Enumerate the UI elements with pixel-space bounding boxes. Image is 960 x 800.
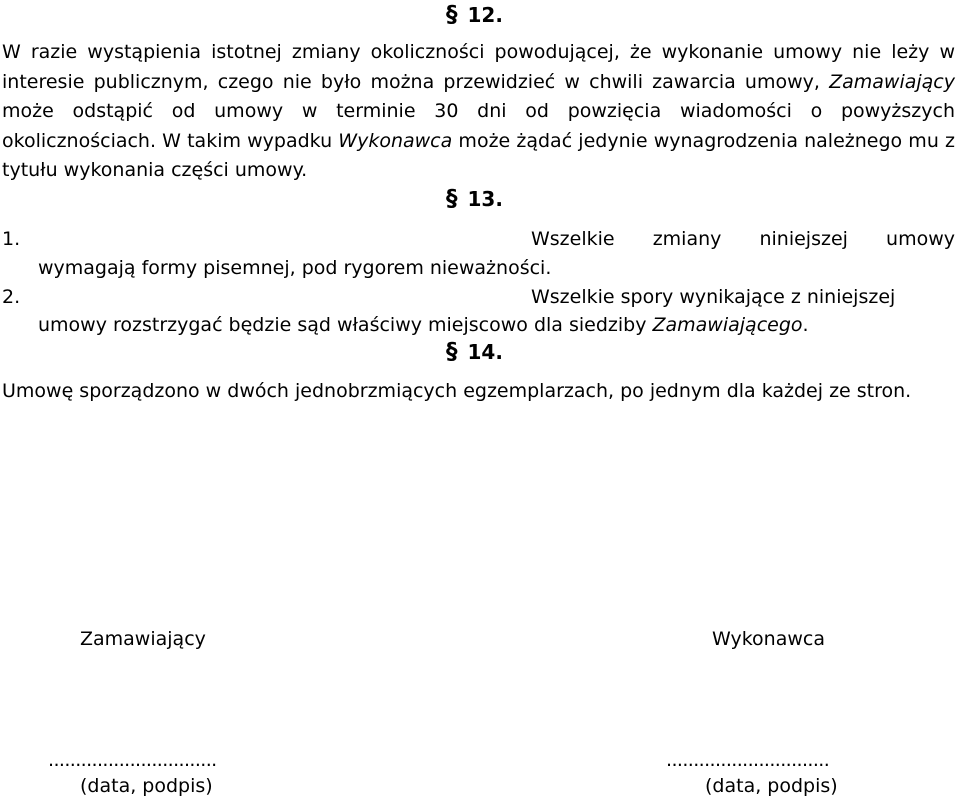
party-name-italic: Wykonawca (338, 129, 453, 152)
section-symbol: § (446, 2, 458, 28)
section-number: 13. (467, 187, 503, 211)
section-number: 12. (467, 3, 503, 27)
item-text: umowy rozstrzygać będzie sąd właściwy miejscowo dla siedziby (38, 314, 653, 336)
section-12-heading (446, 2, 503, 28)
paragraph-text: może odstąpić od umowy w terminie 30 dni od powzięcia wiadomości o powyższych okolicznościach. W takim wypadku (2, 100, 955, 152)
item-text: . (802, 314, 809, 336)
party-name-italic: Zamawiającego (652, 314, 803, 336)
signature-label-zamawiajacy: Zamawiający (80, 628, 206, 650)
item-1-number: 1. (2, 228, 21, 250)
item-1-line2: wymagają formy pisemnej, pod rygorem nieważności. (38, 257, 552, 279)
signature-line-right: .............................. (666, 749, 830, 771)
section-13-heading (446, 186, 503, 212)
section-symbol: § (446, 339, 458, 365)
item-2-line2 (38, 311, 809, 340)
section-symbol: § (446, 186, 458, 212)
item-1-line1: Wszelkie zmiany niniejszej umowy (531, 228, 955, 250)
signature-caption-left: (data, podpis) (80, 775, 213, 797)
section-14-heading (446, 339, 503, 365)
signature-caption-right: (data, podpis) (705, 775, 838, 797)
item-2-line1: Wszelkie spory wynikające z niniejszej (531, 286, 896, 308)
item-2-number: 2. (2, 286, 21, 308)
section-number: 14. (467, 340, 503, 364)
section-14-paragraph: Umowę sporządzono w dwóch jednobrzmiących egzemplarzach, po jednym dla każdej ze stron. (2, 380, 912, 402)
paragraph-text: W razie wystąpienia istotnej zmiany okoliczności powodującej, że wykonanie umowy nie leży w interesie publicznym, czego nie było można przewidzieć w chwili zawarcia umowy, (2, 41, 955, 93)
signature-label-wykonawca: Wykonawca (712, 628, 825, 650)
signature-line-left: ............................... (48, 749, 217, 771)
party-name-italic: Zamawiający (829, 70, 955, 93)
section-12-paragraph (2, 38, 955, 186)
paragraph-text: może żądać jedynie wynagrodzenia należnego mu z tytułu wykonania części umowy. (2, 129, 955, 181)
